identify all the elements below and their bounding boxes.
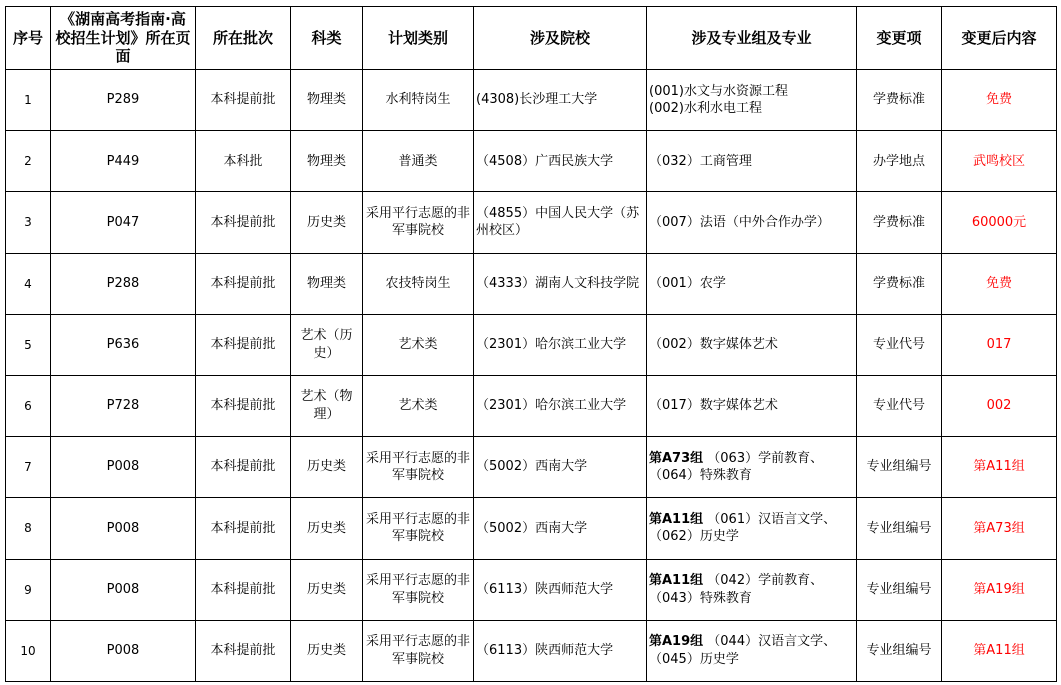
table-row [6,131,1057,192]
major-text: （044）汉语言文学、（045）历史学 [649,634,837,667]
cell-major [647,559,857,620]
cell-batch: 本科提前批 [196,375,291,436]
cell-change-item: 专业代号 [857,314,942,375]
cell-plan-type: 采用平行志愿的非军事院校 [363,620,474,681]
cell-page: P008 [51,620,196,681]
cell-change-item: 专业代号 [857,375,942,436]
cell-page: P008 [51,437,196,498]
cell-major [647,498,857,559]
cell-seq: 2 [6,131,51,192]
major-text: （032）工商管理 [649,153,752,169]
header-school: 涉及院校 [474,7,647,70]
cell-school: （4333）湖南人文科技学院 [474,253,647,314]
cell-change-item: 办学地点 [857,131,942,192]
major-text: （017）数字媒体艺术 [649,398,778,414]
cell-plan-type: 采用平行志愿的非军事院校 [363,437,474,498]
cell-plan-type: 艺术类 [363,314,474,375]
table-row [6,253,1057,314]
header-change-item: 变更项 [857,7,942,70]
cell-batch: 本科提前批 [196,437,291,498]
table-row [6,70,1057,131]
cell-seq: 6 [6,375,51,436]
major-text: （042）学前教育、（043）特殊教育 [649,573,824,606]
cell-batch: 本科提前批 [196,253,291,314]
cell-new-value: 第A11组 [942,620,1057,681]
cell-school: （4508）广西民族大学 [474,131,647,192]
major-group-label: 第A11组 [649,511,704,527]
header-plan-type: 计划类别 [363,7,474,70]
cell-plan-type: 采用平行志愿的非军事院校 [363,559,474,620]
cell-subject: 艺术（历史） [291,314,363,375]
cell-major [647,375,857,436]
cell-major [647,437,857,498]
cell-new-value: 第A11组 [942,437,1057,498]
cell-subject: 历史类 [291,559,363,620]
cell-school: （2301）哈尔滨工业大学 [474,314,647,375]
cell-seq: 4 [6,253,51,314]
cell-school: （5002）西南大学 [474,498,647,559]
cell-new-value: 第A73组 [942,498,1057,559]
table-row [6,192,1057,253]
cell-subject: 物理类 [291,253,363,314]
cell-school: （2301）哈尔滨工业大学 [474,375,647,436]
header-major: 涉及专业组及专业 [647,7,857,70]
cell-new-value: 免费 [942,253,1057,314]
major-text: （002）数字媒体艺术 [649,337,778,353]
cell-subject: 物理类 [291,131,363,192]
cell-school: （5002）西南大学 [474,437,647,498]
table-row [6,620,1057,681]
table-row [6,498,1057,559]
header-batch: 所在批次 [196,7,291,70]
table-row [6,559,1057,620]
cell-seq: 9 [6,559,51,620]
cell-subject: 历史类 [291,620,363,681]
cell-seq: 10 [6,620,51,681]
header-new-value: 变更后内容 [942,7,1057,70]
cell-page: P047 [51,192,196,253]
cell-major [647,314,857,375]
table-row [6,375,1057,436]
cell-school: （6113）陕西师范大学 [474,620,647,681]
cell-change-item: 学费标准 [857,70,942,131]
cell-school: （6113）陕西师范大学 [474,559,647,620]
cell-new-value: 002 [942,375,1057,436]
major-group-label: 第A19组 [649,634,704,650]
header-row [6,7,1057,70]
cell-batch: 本科提前批 [196,192,291,253]
cell-page: P008 [51,559,196,620]
cell-school: （4855）中国人民大学（苏州校区） [474,192,647,253]
cell-plan-type: 农技特岗生 [363,253,474,314]
cell-change-item: 专业组编号 [857,437,942,498]
cell-major [647,131,857,192]
cell-seq: 1 [6,70,51,131]
header-page: 《湖南高考指南·高校招生计划》所在页面 [51,7,196,70]
major-group-label: 第A73组 [649,450,704,466]
cell-new-value: 017 [942,314,1057,375]
cell-school: (4308)长沙理工大学 [474,70,647,131]
cell-major [647,253,857,314]
major-text: (001)水文与水资源工程 (002)水利水电工程 [649,83,788,117]
cell-seq: 8 [6,498,51,559]
cell-batch: 本科批 [196,131,291,192]
cell-page: P636 [51,314,196,375]
cell-page: P449 [51,131,196,192]
header-subject: 科类 [291,7,363,70]
cell-subject: 历史类 [291,437,363,498]
cell-page: P289 [51,70,196,131]
cell-plan-type: 水利特岗生 [363,70,474,131]
major-text: （001）农学 [649,275,726,291]
cell-subject: 历史类 [291,498,363,559]
cell-major [647,620,857,681]
cell-new-value: 免费 [942,70,1057,131]
cell-change-item: 专业组编号 [857,559,942,620]
cell-subject: 物理类 [291,70,363,131]
cell-batch: 本科提前批 [196,620,291,681]
cell-seq: 7 [6,437,51,498]
cell-batch: 本科提前批 [196,314,291,375]
header-seq: 序号 [6,7,51,70]
cell-seq: 5 [6,314,51,375]
cell-change-item: 学费标准 [857,253,942,314]
cell-plan-type: 采用平行志愿的非军事院校 [363,498,474,559]
cell-page: P008 [51,498,196,559]
cell-page: P288 [51,253,196,314]
major-text: （007）法语（中外合作办学） [649,214,830,230]
cell-new-value: 第A19组 [942,559,1057,620]
cell-new-value: 60000元 [942,192,1057,253]
cell-change-item: 专业组编号 [857,498,942,559]
table-row [6,437,1057,498]
cell-change-item: 学费标准 [857,192,942,253]
cell-batch: 本科提前批 [196,498,291,559]
table-row [6,314,1057,375]
cell-subject: 历史类 [291,192,363,253]
cell-major [647,70,857,131]
cell-plan-type: 艺术类 [363,375,474,436]
changes-table [5,6,1057,682]
cell-major [647,192,857,253]
cell-plan-type: 采用平行志愿的非军事院校 [363,192,474,253]
cell-batch: 本科提前批 [196,70,291,131]
cell-change-item: 专业组编号 [857,620,942,681]
major-text: （061）汉语言文学、（062）历史学 [649,511,837,545]
cell-subject: 艺术（物理） [291,375,363,436]
major-text: （063）学前教育、（064）特殊教育 [649,450,824,484]
cell-page: P728 [51,375,196,436]
cell-batch: 本科提前批 [196,559,291,620]
cell-new-value: 武鸣校区 [942,131,1057,192]
major-group-label: 第A11组 [649,573,704,589]
cell-plan-type: 普通类 [363,131,474,192]
cell-seq: 3 [6,192,51,253]
